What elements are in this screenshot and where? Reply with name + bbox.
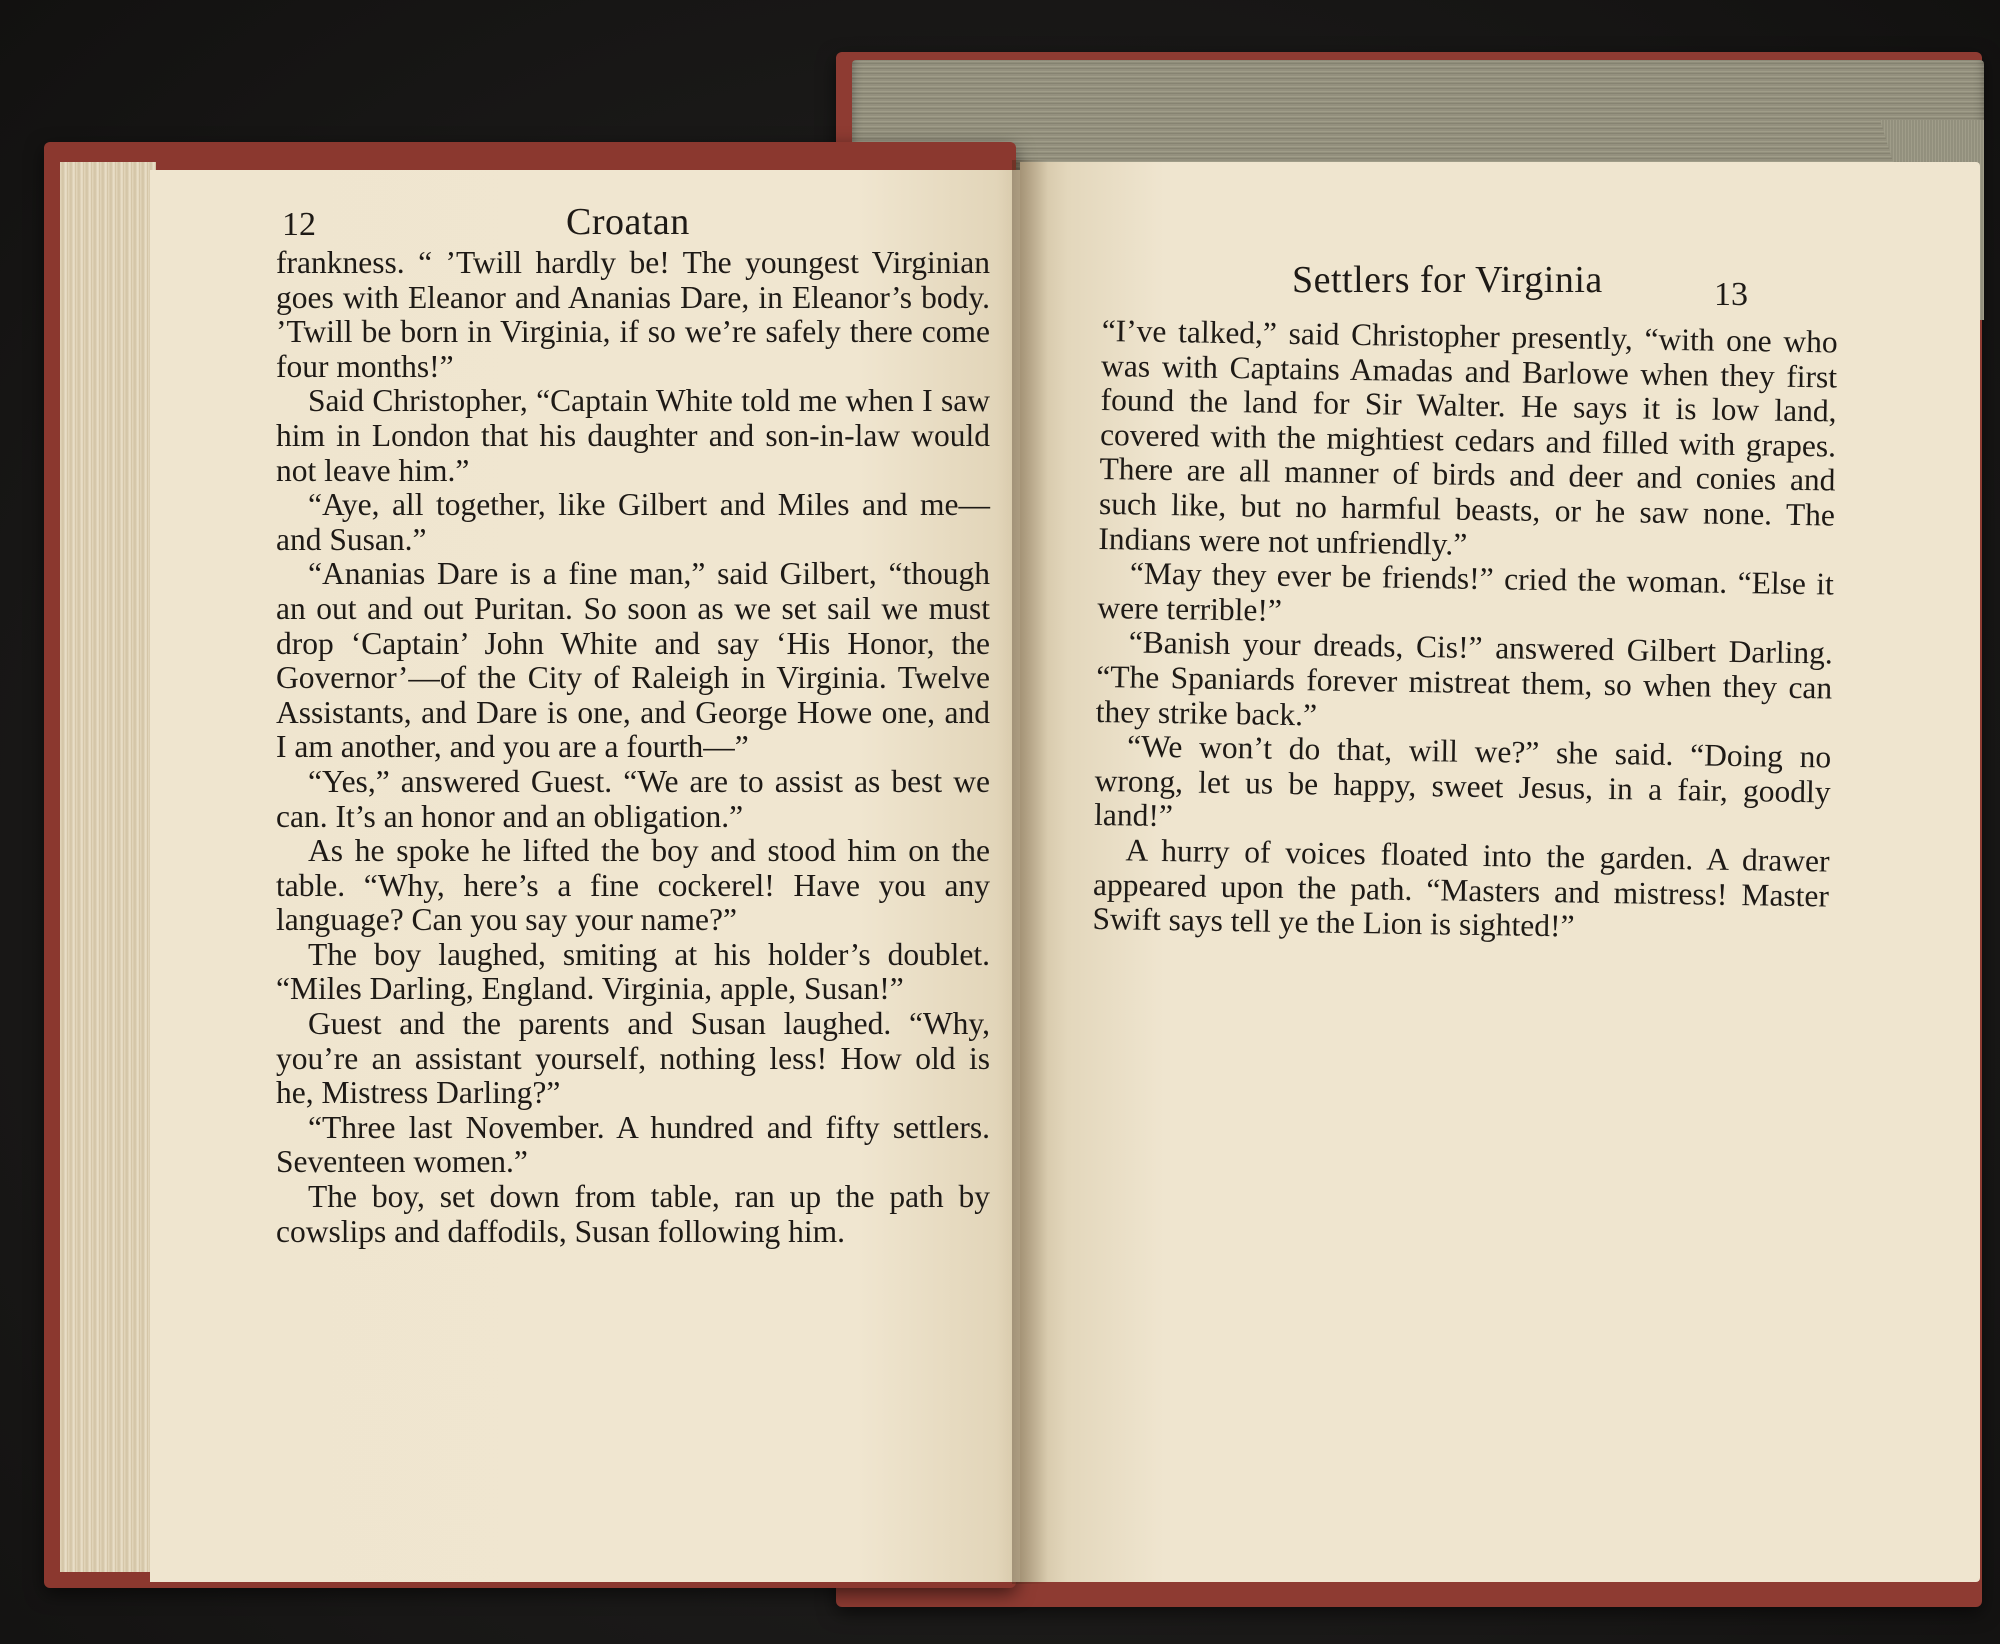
paragraph: Guest and the parents and Susan laughed. “Why, you’re an assistant yourself, nothing less! How old is he, Mistress Darling?” (276, 1006, 990, 1111)
paragraph: frankness. “ ’Twill hardly be! The youngest Virginian goes with Eleanor and Ananias Dare, in Eleanor’s body. ’Twill be born in Virginia, if so we’re safely there come four months!” (276, 245, 990, 384)
paragraph: “We won’t do that, will we?” she said. “Doing no wrong, let us be happy, sweet Jesus, in a fair, goodly land!” (1093, 728, 1832, 834)
left-page-edges (60, 162, 156, 1572)
page-number: 12 (282, 206, 316, 243)
paragraph: “Banish your dreads, Cis!” answered Gilbert Darling. “The Spaniards forever mistreat them, so when they can they strike back.” (1095, 624, 1834, 732)
paragraph: The boy, set down from table, ran up the path by cowslips and daffodils, Susan following him. (276, 1179, 990, 1249)
left-page (150, 170, 1032, 1582)
running-head: Croatan (566, 201, 690, 243)
body-text (276, 246, 990, 1249)
running-head: Settlers for Virginia (1292, 259, 1603, 301)
spine-gutter (1012, 160, 1048, 1584)
body-text (1092, 314, 1838, 948)
paragraph: “May they ever be friends!” cried the woman. “Else it were terrible!” (1097, 555, 1835, 628)
paragraph: Said Christopher, “Captain White told me when I saw him in London that his daughter and son-in-law would not leave him.” (276, 383, 990, 488)
paragraph: The boy laughed, smiting at his holder’s doublet. “Miles Darling, England. Virginia, apple, Susan!” (276, 936, 990, 1007)
paragraph: “I’ve talked,” said Christopher presently, “with one who was with Captains Amadas and Barlowe when they first found the land for Sir Walter. He says it is low land, covered with the mightiest cedars and filled with grapes. There are all manner of birds and deer and conies and such like, but no harmful beasts, or he saw none. The Indians were not unfriendly.” (1098, 313, 1838, 562)
paragraph: “Three last November. A hundred and fifty settlers. Seventeen women.” (276, 1109, 990, 1180)
paragraph: A hurry of voices floated into the garden. A drawer appeared upon the path. “Masters and mistress! Master Swift says tell ye the Lion is sighted!” (1092, 832, 1830, 944)
page-number: 13 (1714, 276, 1748, 313)
paragraph: “Ananias Dare is a fine man,” said Gilbert, “though an out and out Puritan. So soon as we set sail we must drop ‘Captain’ John White and say ‘His Honor, the Governor’—of the City of Raleigh in Virginia. Twelve Assistants, and Dare is one, and George Howe one, and I am another, and you are a fourth—” (276, 556, 990, 765)
paragraph: “Aye, all together, like Gilbert and Miles and me—and Susan.” (276, 487, 990, 557)
paragraph: As he spoke he lifted the boy and stood him on the table. “Why, here’s a fine cockerel! Have you any language? Can you say your name?” (276, 833, 990, 938)
paragraph: “Yes,” answered Guest. “We are to assist as best we can. It’s an honor and an obligation.” (276, 763, 990, 834)
right-page (1020, 162, 1980, 1582)
